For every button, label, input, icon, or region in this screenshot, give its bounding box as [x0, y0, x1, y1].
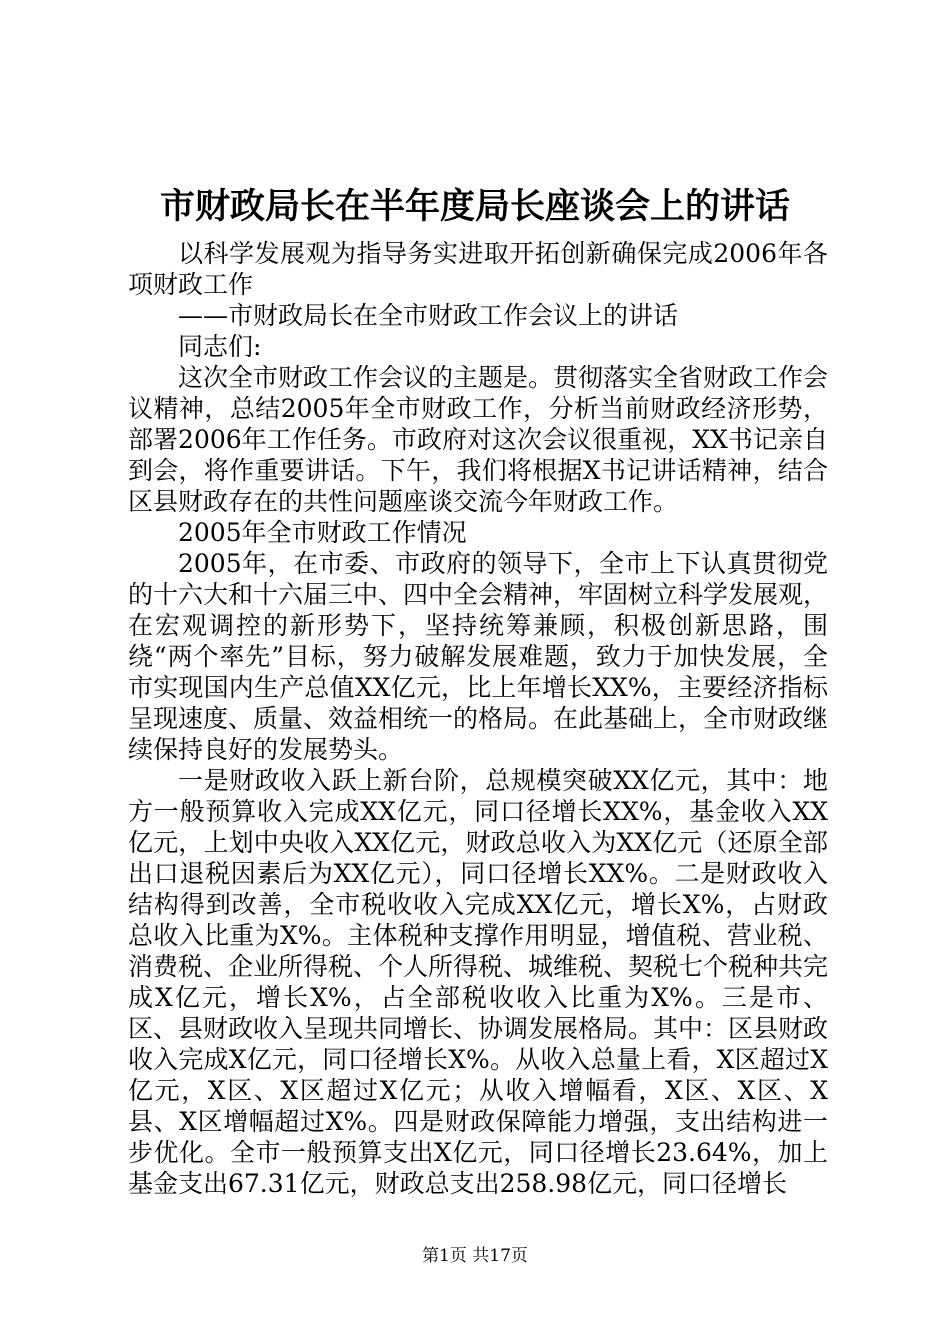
document-body: [128, 238, 828, 1199]
intro-paragraph: 这次全市财政工作会议的主题是。贯彻落实全省财政工作会议精神，总结2005年全市财政工作，分析当前财政经济形势，部署2006年工作任务。市政府对这次会议很重视，XX书记亲自到会，将作重要讲话。下午，我们将根据X书记讲话精神，结合区县财政存在的共性问题座谈交流今年财政工作。: [128, 363, 829, 516]
subtitle-paragraph: 以科学发展观为指导务实进取开拓创新确保完成2006年各项财政工作: [128, 239, 828, 299]
salutation: 同志们:: [178, 332, 262, 361]
speech-byline: ——市财政局长在全市财政工作会议上的讲话: [178, 301, 679, 330]
section-heading: 2005年全市财政工作情况: [178, 518, 467, 547]
page-footer: 第1页 共17页: [422, 1246, 528, 1266]
body-paragraph: 2005年，在市委、市政府的领导下，全市上下认真贯彻党的十六大和十六届三中、四中全会精神，牢固树立科学发展观，在宏观调控的新形势下，坚持统筹兼顾，积极创新思路，围绕“两个率先”目标，努力破解发展难题，致力于加快发展，全市实现国内生产总值XX亿元，比上年增长XX%，主要经济指标呈现速度、质量、效益相统一的格局。在此基础上，全市财政继续保持良好的发展势头。: [128, 549, 829, 764]
body-paragraph: 一是财政收入跃上新台阶，总规模突破XX亿元，其中：地方一般预算收入完成XX亿元，同口径增长XX%，基金收入XX亿元，上划中央收入XX亿元，财政总收入为XX亿元（还原全部出口退税因素后为XX亿元），同口径增长XX%。二是财政收入结构得到改善，全市税收收入完成XX亿元，增长X%，占财政总收入比重为X%。主体税种支撑作用明显，增值税、营业税、消费税、企业所得税、个人所得税、城维税、契税七个税种共完成X亿元，增长X%，占全部税收收入比重为X%。三是市、区、县财政收入呈现共同增长、协调发展格局。其中：区县财政收入完成X亿元，同口径增长X%。从收入总量上看，X区超过X亿元，X区、X区超过X亿元；从收入增幅看，X区、X区、X县、X区增幅超过X%。四是财政保障能力增强，支出结构进一步优化。全市一般预算支出X亿元，同口径增长23.64%，加上基金支出67.31亿元，财政总支出258.98亿元，同口径增长: [128, 766, 829, 1198]
document-title: 市财政局长在半年度局长座谈会上的讲话: [159, 186, 790, 227]
